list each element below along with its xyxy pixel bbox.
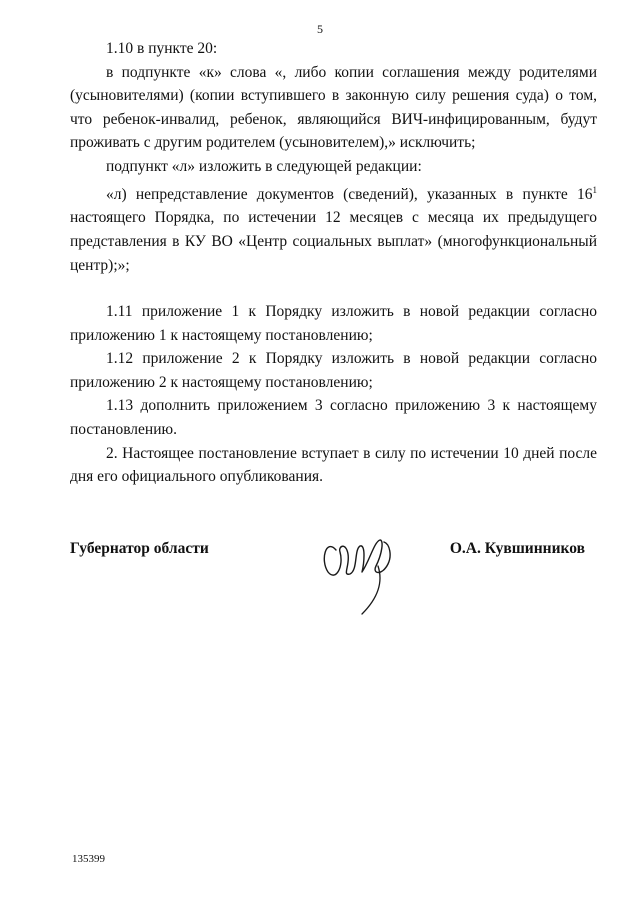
- paragraph-1-11: 1.11 приложение 1 к Порядку изложить в новой редакции согласно приложению 1 к настоящему постановлению;: [70, 303, 597, 344]
- paragraph-2: 2. Настоящее постановление вступает в силу по истечении 10 дней после дня его официального опубликования.: [70, 444, 597, 486]
- subitem-l-text-start: «л) непредставление документов (сведений), указанных в пункте 16: [106, 185, 593, 203]
- handwritten-signature: [318, 520, 408, 615]
- superscript-marker: 1: [592, 184, 597, 195]
- paragraph-subitem-l-text: [70, 179, 597, 278]
- signer-name: О.А. Кувшинников: [449, 540, 585, 557]
- document-body: [70, 37, 597, 489]
- paragraph-1-13: 1.13 дополнить приложением 3 согласно приложению 3 к настоящему постановлению.: [70, 397, 597, 439]
- signer-title: Губернатор области: [70, 540, 209, 557]
- subitem-l-text-end: настоящего Порядка, по истечении 12 месяцев с месяца их предыдущего представления в КУ ВО «Центр социальных выплат» (многофункциональный центр);»;: [70, 209, 597, 274]
- paragraph-1-10: 1.10 в пункте 20:: [106, 40, 218, 57]
- paragraph-1-12: 1.12 приложение 2 к Порядку изложить в новой редакции согласно приложению 2 к настоящему постановлению;: [70, 350, 597, 391]
- paragraph-subitem-k: в подпункте «к» слова «, либо копии соглашения между родителями (усыновителями) (копии вступившего в законную силу решения суда) о том, что ребенок-инвалид, ребенок, являющийся ВИЧ-инфицированным, будут проживать с другим родителем (усыновителем),» исключить;: [70, 63, 597, 152]
- paragraph-subitem-l-intro: подпункт «л» изложить в следующей редакции:: [106, 157, 422, 175]
- document-code: 135399: [72, 853, 105, 865]
- page-number: 5: [317, 22, 323, 36]
